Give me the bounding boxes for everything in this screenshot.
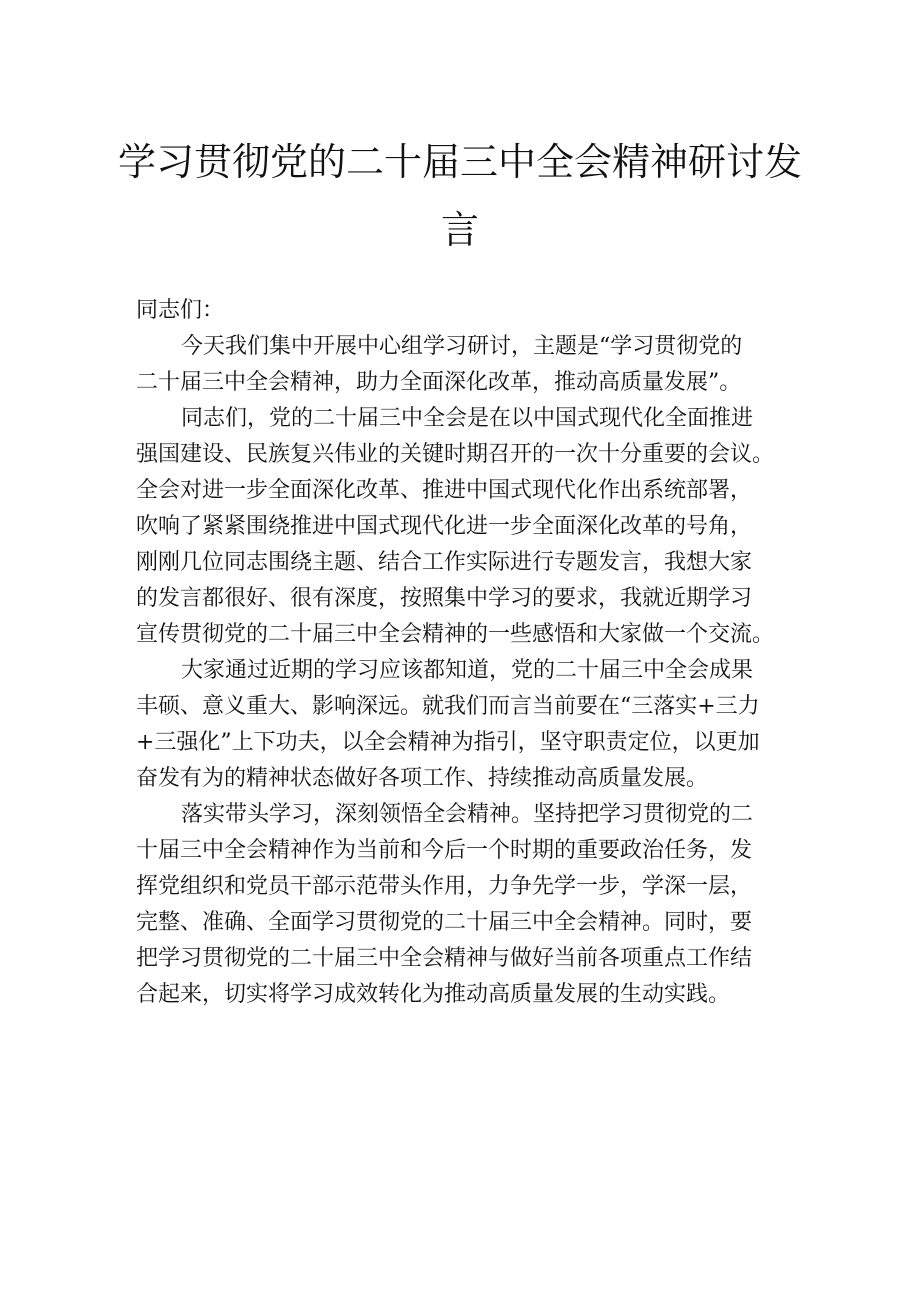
paragraph-line: 的发言都很好、很有深度，按照集中学习的要求，我就近期学习	[136, 586, 753, 611]
paragraph-line: 挥党组织和党员干部示范带头作用，力争先学一步，学深一层，	[136, 874, 753, 899]
paragraph-line: 宣传贯彻党的二十届三中全会精神的一些感悟和大家做一个交流。	[136, 622, 775, 647]
paragraph-line: 吹响了紧紧围绕推进中国式现代化进一步全面深化改革的号角，	[136, 514, 753, 539]
paragraph-1	[136, 329, 796, 401]
paragraph-line: 把学习贯彻党的二十届三中全会精神与做好当前各项重点工作结	[136, 946, 753, 971]
paragraph-line: 全会对进一步全面深化改革、推进中国式现代化作出系统部署，	[136, 478, 753, 503]
paragraph-line: 完整、准确、全面学习贯彻党的二十届三中全会精神。同时，要	[136, 910, 753, 935]
paragraph-line: 合起来，切实将学习成效转化为推动高质量发展的生动实践。	[136, 982, 731, 1007]
paragraph-line: 强国建设、民族复兴伟业的关键时期召开的一次十分重要的会议。	[136, 442, 775, 467]
paragraph-line: 二十届三中全会精神，助力全面深化改革，推动高质量发展”。	[136, 370, 742, 395]
document-body	[136, 293, 796, 1013]
paragraph-line: 丰硕、意义重大、影响深远。就我们而言当前要在“三落实+三力	[136, 694, 760, 719]
title-line: 学习贯彻党的二十届三中全会精神研讨发	[117, 140, 802, 184]
title-line: 言	[440, 208, 479, 252]
paragraph-line: 刚刚几位同志围绕主题、结合工作实际进行专题发言，我想大家	[136, 550, 753, 575]
paragraph-3	[136, 653, 796, 797]
salutation: 同志们：	[136, 298, 225, 323]
paragraph-line: +三强化”上下功夫，以全会精神为指引，坚守职责定位，以更加	[136, 730, 760, 755]
paragraph-line: 十届三中全会精神作为当前和今后一个时期的重要政治任务，发	[136, 838, 753, 863]
paragraph-4	[136, 797, 796, 1013]
paragraph-line: 同志们，党的二十届三中全会是在以中国式现代化全面推进	[181, 406, 754, 431]
paragraph-line: 大家通过近期的学习应该都知道，党的二十届三中全会成果	[181, 658, 754, 683]
document-title	[100, 128, 820, 264]
paragraph-line: 落实带头学习，深刻领悟全会精神。坚持把学习贯彻党的二	[181, 802, 754, 827]
paragraph-line: 奋发有为的精神状态做好各项工作、持续推动高质量发展。	[136, 766, 709, 791]
paragraph-line: 今天我们集中开展中心组学习研讨，主题是“学习贯彻党的	[181, 334, 743, 359]
paragraph-2	[136, 401, 796, 653]
